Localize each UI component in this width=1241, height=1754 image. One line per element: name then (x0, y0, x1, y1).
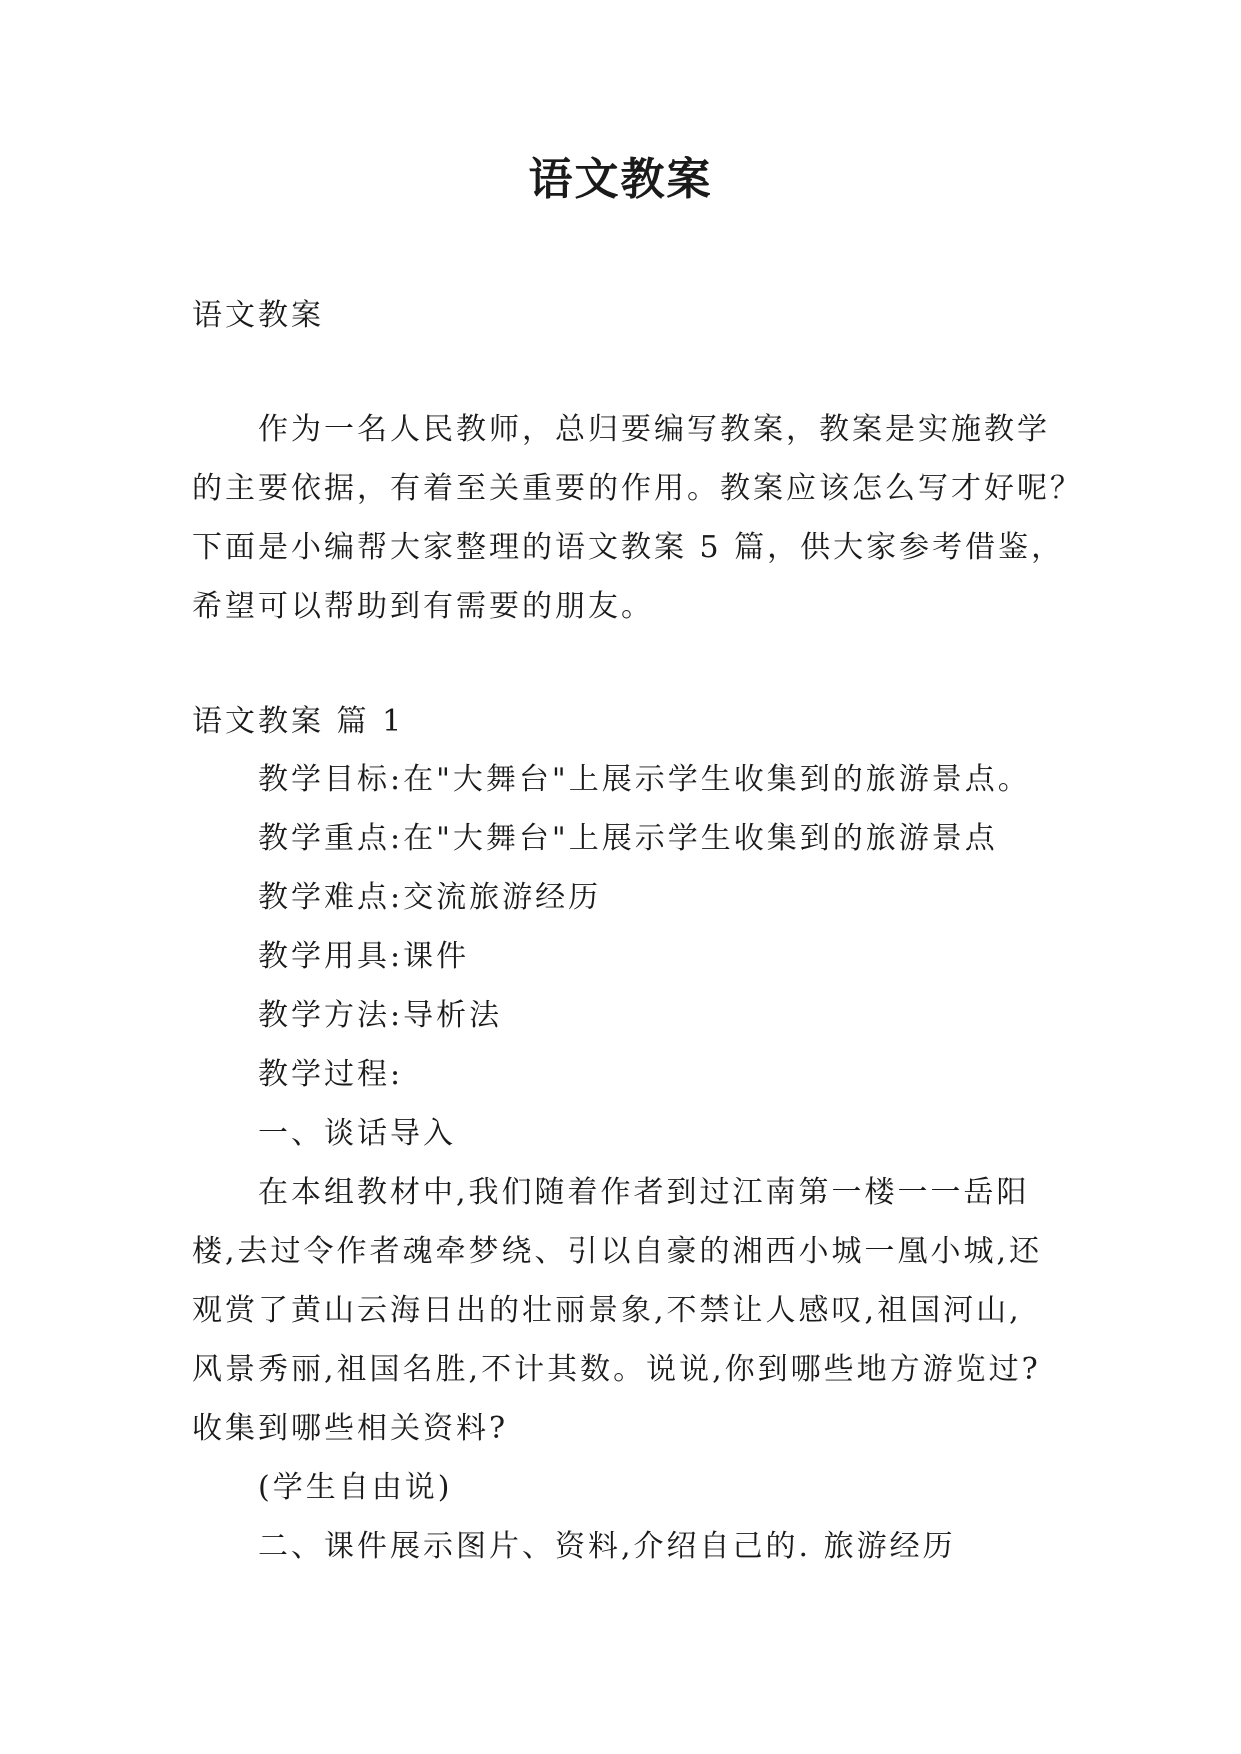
student-note: (学生自由说) (258, 1470, 453, 1505)
paragraph-line-1: 在本组教材中,我们随着作者到过江南第一楼一一岳阳 (258, 1175, 1030, 1210)
item-teaching-tools: 教学用具:课件 (258, 939, 470, 974)
step-two: 二、课件展示图片、资料,介绍自己的. 旅游经历 (258, 1529, 956, 1564)
section-heading: 语文教案 篇 1 (192, 704, 405, 739)
intro-line-2: 的主要依据，有着至关重要的作用。教案应该怎么写才好呢？ (192, 471, 1083, 506)
paragraph-line-5: 收集到哪些相关资料? (192, 1411, 509, 1446)
document-subtitle: 语文教案 (192, 298, 324, 333)
item-teaching-process: 教学过程: (258, 1057, 404, 1092)
paragraph-line-4: 风景秀丽,祖国名胜,不计其数。说说,你到哪些地方游览过? (192, 1352, 1041, 1387)
paragraph-line-3: 观赏了黄山云海日出的壮丽景象,不禁让人感叹,祖国河山, (192, 1293, 1022, 1328)
paragraph-line-2: 楼,去过令作者魂牵梦绕、引以自豪的湘西小城一凰小城,还 (192, 1234, 1043, 1269)
document-title: 语文教案 (528, 154, 713, 205)
item-step-one: 一、谈话导入 (258, 1116, 456, 1151)
item-teaching-method: 教学方法:导析法 (258, 998, 503, 1033)
item-teaching-focus: 教学重点:在"大舞台"上展示学生收集到的旅游景点 (258, 821, 998, 856)
item-teaching-difficulty: 教学难点:交流旅游经历 (258, 880, 602, 915)
intro-line-3: 下面是小编帮大家整理的语文教案 5 篇，供大家参考借鉴， (192, 530, 1065, 565)
intro-line-1: 作为一名人民教师，总归要编写教案，教案是实施教学 (258, 412, 1050, 447)
intro-line-4: 希望可以帮助到有需要的朋友。 (192, 589, 654, 624)
item-teaching-goal: 教学目标:在"大舞台"上展示学生收集到的旅游景点。 (258, 762, 1031, 797)
